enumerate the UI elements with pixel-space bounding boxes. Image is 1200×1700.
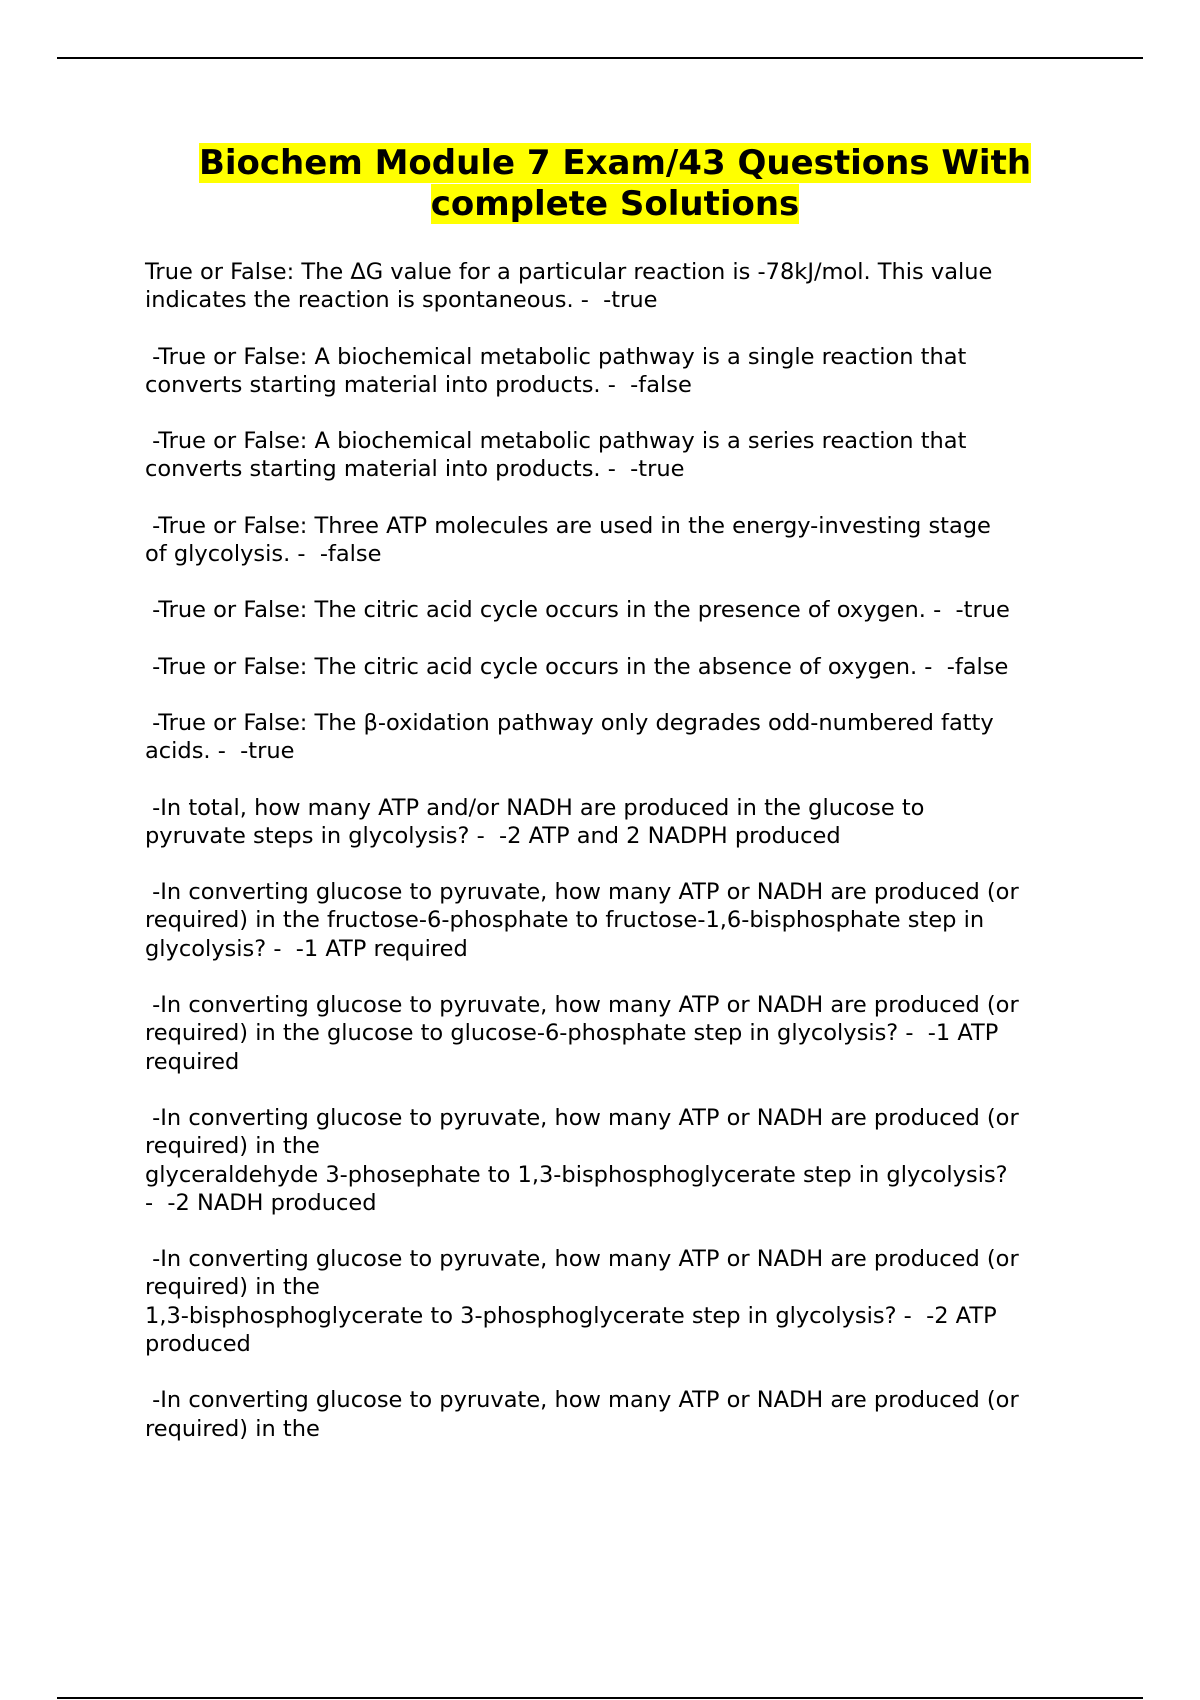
title-line-1: Biochem Module 7 Exam/43 Questions With	[198, 143, 1032, 183]
qa-item-11: -In converting glucose to pyruvate, how many ATP or NADH are produced (or required) in the glyceraldehyde 3-phosephate to 1,3-bisphosphoglycerate step in glycolysis? - -2 NADH produced	[145, 1104, 1019, 1216]
qa-item-8: -In total, how many ATP and/or NADH are produced in the glucose to pyruvate steps in glycolysis? - -2 ATP and 2 NADPH produced	[145, 794, 925, 849]
qa-item-2: -True or False: A biochemical metabolic pathway is a single reaction that converts starting material into products. - -false	[145, 343, 967, 398]
qa-item-9: -In converting glucose to pyruvate, how many ATP or NADH are produced (or required) in the fructose-6-phosphate to fructose-1,6-bisphosphate step in glycolysis? - -1 ATP required	[145, 879, 1019, 962]
qa-item-7: -True or False: The β-oxidation pathway only degrades odd-numbered fatty acids. - -true	[145, 709, 994, 765]
qa-item-4: -True or False: Three ATP molecules are used in the energy-investing stage of glycolysis. - -false	[145, 512, 991, 568]
document-title	[135, 143, 1095, 225]
qa-item-13: -In converting glucose to pyruvate, how many ATP or NADH are produced (or required) in the	[145, 1387, 1019, 1442]
qa-item-1: True or False: The ΔG value for a particular reaction is -78kJ/mol. This value indicates the reaction is spontaneous. - -true	[145, 259, 993, 314]
header-rule	[57, 57, 1143, 59]
qa-list	[145, 258, 1090, 1471]
qa-item-12: -In converting glucose to pyruvate, how many ATP or NADH are produced (or required) in the 1,3-bisphosphoglycerate to 3-phosphoglycerate step in glycolysis? - -2 ATP produced	[145, 1246, 1019, 1358]
qa-item-3: -True or False: A biochemical metabolic pathway is a series reaction that converts starting material into products. - -true	[145, 428, 967, 483]
qa-item-6: -True or False: The citric acid cycle occurs in the absence of oxygen. - -false	[145, 653, 1009, 680]
qa-item-5: -True or False: The citric acid cycle occurs in the presence of oxygen. - -true	[145, 597, 1010, 624]
qa-item-10: -In converting glucose to pyruvate, how many ATP or NADH are produced (or required) in the glucose to glucose-6-phosphate step in glycolysis? - -1 ATP required	[145, 992, 1019, 1075]
title-line-2: complete Solutions	[430, 184, 800, 224]
footer-rule	[57, 1697, 1143, 1699]
